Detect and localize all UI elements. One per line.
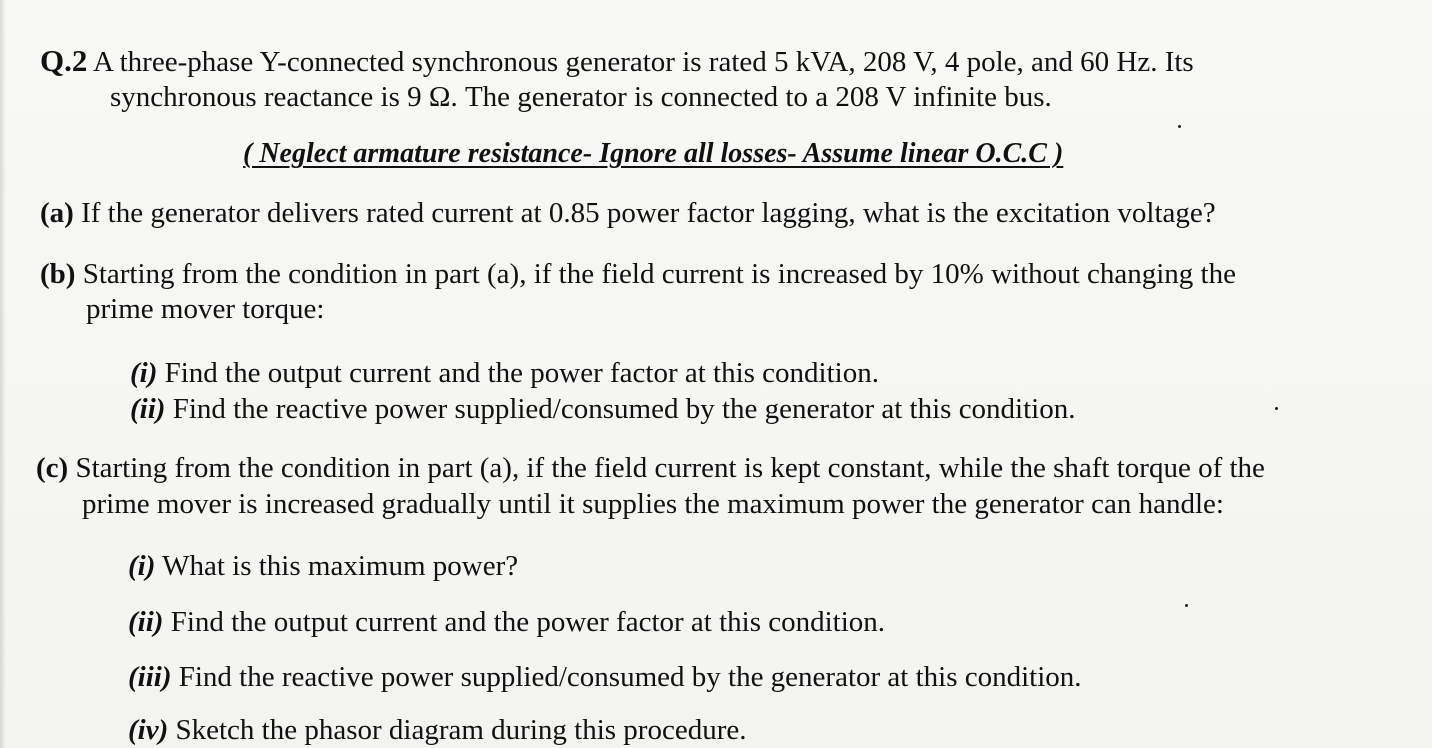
- part-c-sub-ii-label: (ii): [128, 606, 164, 638]
- question-intro-text-2: synchronous reactance is 9 Ω. The generator is connected to a 208 V infinite bus.: [110, 81, 1052, 113]
- part-a-label: (a): [40, 197, 74, 229]
- part-c-line-2: [82, 487, 1224, 521]
- part-c-text-2: prime mover is increased gradually until it supplies the maximum power the generator can handle:: [82, 488, 1224, 520]
- part-c-sub-ii: [128, 605, 885, 639]
- question-number: Q.2: [40, 43, 88, 78]
- part-c-sub-iii-text: Find the reactive power supplied/consumed by the generator at this condition.: [178, 661, 1082, 693]
- part-c-sub-iii-label: (iii): [128, 661, 172, 693]
- part-c-line-1: [36, 451, 1265, 485]
- part-c-sub-i-label: (i): [128, 550, 156, 582]
- page-edge-shadow: [0, 0, 6, 748]
- part-c-sub-ii-text: Find the output current and the power factor at this condition.: [170, 606, 886, 638]
- scan-speck: [1185, 604, 1188, 607]
- assumptions-note: ( Neglect armature resistance- Ignore all losses- Assume linear O.C.C ): [243, 138, 1064, 169]
- part-b-sub-i: [130, 356, 879, 390]
- scan-speck: [1275, 407, 1278, 410]
- part-b-sub-ii: [130, 392, 1075, 426]
- question-intro-text-1: A three-phase Y-connected synchronous generator is rated 5 kVA, 208 V, 4 pole, and 60 Hz. Its: [93, 46, 1194, 78]
- part-b-sub-i-label: (i): [130, 357, 158, 389]
- part-c-sub-iv-label: (iv): [128, 714, 169, 746]
- part-b-sub-ii-label: (ii): [130, 393, 166, 425]
- part-b-text-1: Starting from the condition in part (a), if the field current is increased by 10% without changing the: [82, 258, 1236, 290]
- part-c-sub-iv: [128, 713, 746, 747]
- question-intro-line-1: [40, 44, 1194, 79]
- part-b-line-2: [86, 292, 324, 326]
- question-intro-line-2: [110, 80, 1052, 114]
- part-c-sub-iii: [128, 660, 1082, 694]
- part-b-text-2: prime mover torque:: [86, 293, 325, 325]
- part-b-sub-i-text: Find the output current and the power factor at this condition.: [164, 357, 879, 389]
- part-a: [40, 196, 1216, 230]
- part-b-line-1: [40, 257, 1236, 291]
- part-c-sub-i: [128, 549, 518, 583]
- scan-speck: [1178, 125, 1181, 128]
- part-c-sub-i-text: What is this maximum power?: [162, 550, 519, 582]
- part-c-sub-iv-text: Sketch the phasor diagram during this procedure.: [175, 714, 747, 746]
- part-c-label: (c): [36, 452, 69, 484]
- part-a-text: If the generator delivers rated current at 0.85 power factor lagging, what is the excitation voltage?: [81, 197, 1216, 229]
- part-c-text-1: Starting from the condition in part (a), if the field current is kept constant, while the shaft torque of the: [75, 452, 1265, 484]
- part-b-label: (b): [40, 258, 76, 290]
- part-b-sub-ii-text: Find the reactive power supplied/consumed by the generator at this condition.: [172, 393, 1076, 425]
